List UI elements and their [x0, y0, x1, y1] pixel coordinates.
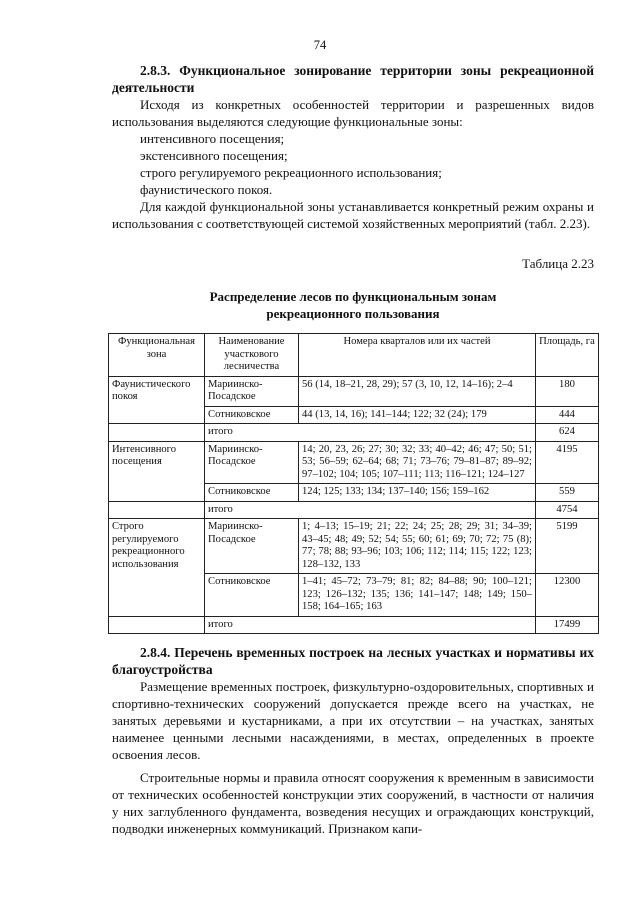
section-heading: 2.8.3. Функциональное зонирование территории зоны рекреационной деятельности — [112, 63, 594, 95]
area-cell: 12300 — [536, 574, 599, 617]
table-row — [109, 376, 599, 406]
zone-list-item: экстенсивного посещения; — [140, 148, 288, 163]
forest-zones-table — [108, 333, 599, 634]
forestry-cell: Сотниковское — [205, 484, 299, 502]
table-total-row — [109, 616, 599, 634]
section-heading: 2.8.4. Перечень временных построек на лесных участках и нормативы их благоустройства — [112, 645, 594, 677]
total-area-cell: 624 — [536, 424, 599, 442]
table-caption: Таблица 2.23 — [522, 256, 594, 271]
header-area: Площадь, га — [536, 334, 599, 377]
header-quarters: Номера кварталов или их частей — [299, 334, 536, 377]
quarters-cell: 1–41; 45–72; 73–79; 81; 82; 84–88; 90; 100–121; 123; 126–132; 135; 136; 141–147; 148; 149; 150–158; 164–165; 163 — [299, 574, 536, 617]
header-forestry: Наименование участкового лесничества — [205, 334, 299, 377]
forestry-cell: Мариинско-Посадское — [205, 441, 299, 484]
total-label-cell: итого — [205, 616, 536, 634]
empty-cell — [109, 424, 205, 442]
area-cell: 4195 — [536, 441, 599, 484]
zone-cell: Строго регулируемого рекреационного использования — [109, 519, 205, 617]
quarters-cell: 1; 4–13; 15–19; 21; 22; 24; 25; 28; 29; 31; 34–39; 43–45; 48; 49; 52; 54; 55; 60; 61; 69; 70; 72; 75 (8); 77; 78; 88; 93–96; 103; 106; 112; 114; 115; 122; 123; 128–132, 133 — [299, 519, 536, 574]
forestry-cell: Сотниковское — [205, 574, 299, 617]
table-total-row — [109, 501, 599, 519]
area-cell: 5199 — [536, 519, 599, 574]
table-title-line: Распределение лесов по функциональным зонам — [209, 289, 497, 304]
body-paragraph: Размещение временных построек, физкультурно-оздоровительных, спортивных и спортивно-технических сооружений допускается прежде всего на участках, не занятых деревьями и кустарниками, а при их отсутствии – на участках, занятых наименее ценными лесными насаждениями, в местах, определенных в проекте освоения лесов. — [112, 679, 594, 762]
total-area-cell: 4754 — [536, 501, 599, 519]
section-2-8-3 — [112, 62, 594, 232]
table-row — [109, 441, 599, 484]
table-total-row — [109, 424, 599, 442]
body-paragraph: Строительные нормы и правила относят сооружения к временным в зависимости от технических особенностей конструкции этих сооружений, в частности от наличия у них заглубленного фундамента, возведения несущих и ограждающих конструкций, подводки инженерных коммуникаций. Признаком капи- — [112, 770, 594, 836]
total-label-cell: итого — [205, 424, 536, 442]
forestry-cell: Мариинско-Посадское — [205, 376, 299, 406]
total-label-cell: итого — [205, 501, 536, 519]
closing-paragraph: Для каждой функциональной зоны устанавливается конкретный режим охраны и использования с соответствующей системой хозяйственных мероприятий (табл. 2.23). — [112, 199, 594, 231]
zone-list-item: строго регулируемого рекреационного использования; — [140, 165, 442, 180]
quarters-cell: 44 (13, 14, 16); 141–144; 122; 32 (24); 179 — [299, 406, 536, 424]
forestry-cell: Сотниковское — [205, 406, 299, 424]
total-area-cell: 17499 — [536, 616, 599, 634]
table-title-line: рекреационного пользования — [266, 306, 440, 321]
table-title — [112, 288, 594, 322]
section-2-8-4 — [112, 644, 594, 837]
area-cell: 180 — [536, 376, 599, 406]
zone-list-item: интенсивного посещения; — [140, 131, 285, 146]
zone-list-item: фаунистического покоя. — [140, 182, 273, 197]
intro-paragraph: Исходя из конкретных особенностей территории и разрешенных видов использования выделяются следующие функциональные зоны: — [112, 97, 594, 129]
zone-cell: Фаунистического покоя — [109, 376, 205, 424]
table-header-row — [109, 334, 599, 377]
area-cell: 444 — [536, 406, 599, 424]
quarters-cell: 14; 20, 23, 26; 27; 30; 32; 33; 40–42; 46; 47; 50; 51; 53; 56–59; 62–64; 68; 71; 73–76; 79–81–87; 89–92; 97–102; 104; 105; 107–111; 113; 116–121; 124–127 — [299, 441, 536, 484]
area-cell: 559 — [536, 484, 599, 502]
quarters-cell: 124; 125; 133; 134; 137–140; 156; 159–162 — [299, 484, 536, 502]
zone-cell: Интенсивного посещения — [109, 441, 205, 501]
header-zone: Функциональная зона — [109, 334, 205, 377]
table-row — [109, 519, 599, 574]
forestry-cell: Мариинско-Посадское — [205, 519, 299, 574]
quarters-cell: 56 (14, 18–21, 28, 29); 57 (3, 10, 12, 14–16); 2–4 — [299, 376, 536, 406]
empty-cell — [109, 616, 205, 634]
page-number: 74 — [313, 38, 327, 52]
empty-cell — [109, 501, 205, 519]
